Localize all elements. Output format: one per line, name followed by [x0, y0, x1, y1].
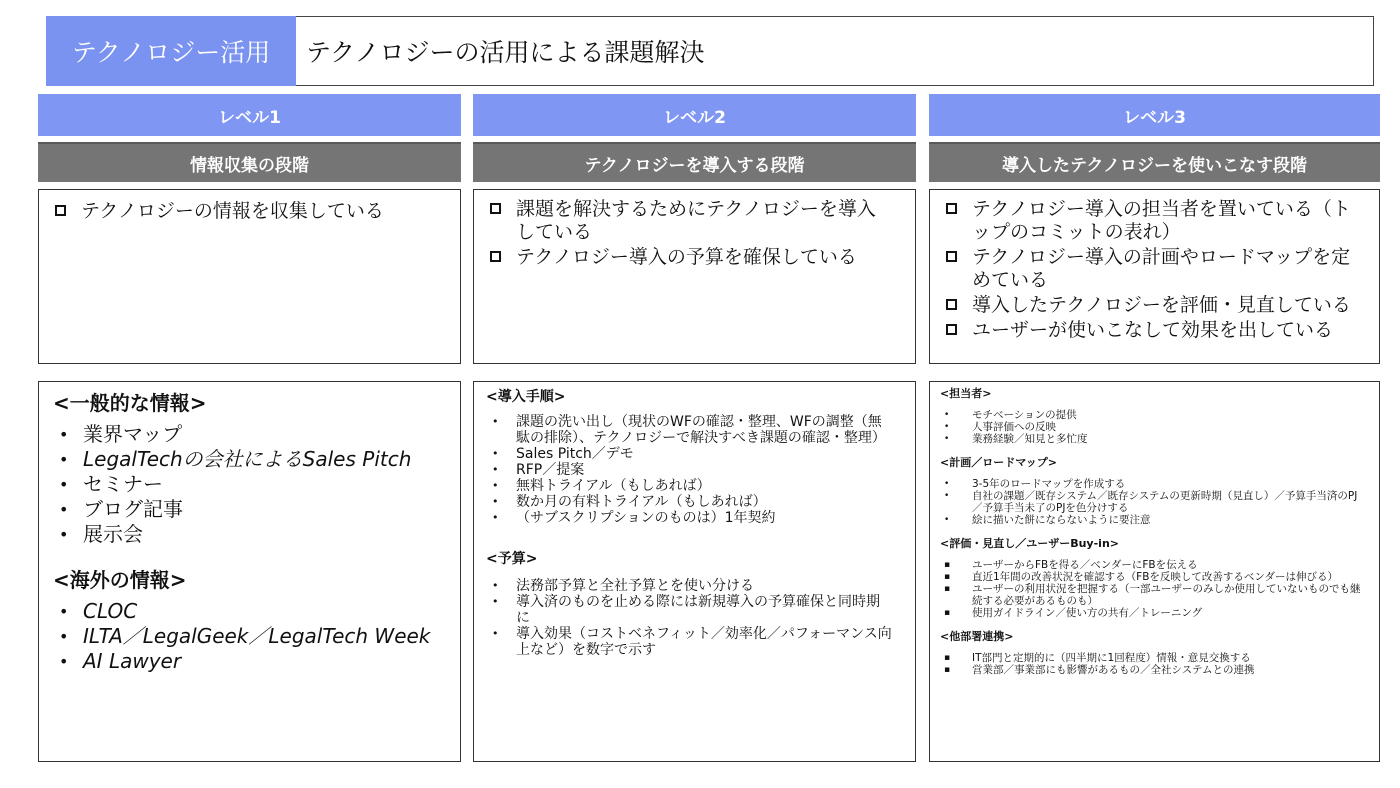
checkbox-icon [946, 299, 957, 310]
owner-list [940, 409, 1363, 445]
list-item: ▪ 営業部／事業部にも影響があるもの／全社システムとの連携 [940, 664, 1363, 676]
checkbox-icon [55, 205, 66, 216]
list-item: ▪ ユーザーからFBを得る／ベンダーにFBを伝える [940, 559, 1363, 571]
section-heading-coop: <他部署連携> [940, 630, 1014, 643]
general-info-list [53, 422, 446, 547]
list-item: • 絵に描いた餅にならないように要注意 [940, 514, 1363, 526]
list-item: • 業界マップ [53, 422, 446, 447]
level-1-criteria [38, 189, 461, 364]
criteria-item: ユーザーが使いこなして効果を出している [940, 319, 1355, 342]
review-list [940, 559, 1363, 619]
section-heading-procedure: <導入手順> [486, 389, 566, 405]
section-heading-owner: <担当者> [940, 387, 992, 400]
page-title: テクノロジーの活用による課題解決 [306, 38, 705, 67]
criteria-list [484, 198, 891, 269]
list-item: • （サブスクリプションのものは）1年契約 [486, 510, 893, 526]
list-item: • 無料トライアル（もしあれば） [486, 478, 893, 494]
list-item: ▪ ユーザーの利用状況を把握する（一部ユーザーのみしか使用していないものでも継続する必要があるものも） [940, 583, 1363, 607]
budget-list [486, 578, 893, 658]
plan-list [940, 478, 1363, 526]
criteria-item: テクノロジー導入の予算を確保している [484, 246, 891, 269]
list-item: • 法務部予算と全社予算とを使い分ける [486, 578, 893, 594]
criteria-list [940, 198, 1355, 342]
criteria-item: 課題を解決するためにテクノロジーを導入している [484, 198, 891, 244]
criteria-item: 導入したテクノロジーを評価・見直している [940, 294, 1355, 317]
level-2-criteria [473, 189, 916, 364]
checkbox-icon [946, 251, 957, 262]
section-heading-plan: <計画／ロードマップ> [940, 456, 1057, 469]
list-item: ▪ IT部門と定期的に（四半期に1回程度）情報・意見交換する [940, 652, 1363, 664]
level-2-header: レベル2 [473, 94, 916, 136]
level-3-stage: 導入したテクノロジーを使いこなす段階 [929, 142, 1380, 182]
title-tag: テクノロジー活用 [46, 16, 296, 86]
list-item: • 人事評価への反映 [940, 421, 1363, 433]
list-item: • モチベーションの提供 [940, 409, 1363, 421]
list-item: • Sales Pitch／デモ [486, 446, 893, 462]
list-item: • 数か月の有料トライアル（もしあれば） [486, 494, 893, 510]
list-item: • RFP／提案 [486, 462, 893, 478]
level-3-detail [929, 381, 1380, 762]
list-item: • ブログ記事 [53, 497, 446, 522]
level-1-stage: 情報収集の段階 [38, 142, 461, 182]
checkbox-icon [490, 203, 501, 214]
coop-list [940, 652, 1363, 676]
list-item: • AI Lawyer [53, 649, 446, 674]
list-item: • 展示会 [53, 522, 446, 547]
list-item: ▪ 使用ガイドライン／使い方の共有／トレーニング [940, 607, 1363, 619]
criteria-list [49, 200, 450, 223]
level-3-criteria [929, 189, 1380, 364]
criteria-item: テクノロジー導入の担当者を置いている（トップのコミットの表れ） [940, 198, 1355, 244]
list-item: • セミナー [53, 472, 446, 497]
checkbox-icon [946, 203, 957, 214]
section-heading-review: <評価・見直し／ユーザーBuy-in> [940, 537, 1119, 550]
list-item: • 業務経験／知見と多忙度 [940, 433, 1363, 445]
level-1-header: レベル1 [38, 94, 461, 136]
section-heading-general: <一般的な情報> [53, 391, 207, 415]
overseas-info-list [53, 599, 446, 674]
list-item: • 課題の洗い出し（現状のWFの確認・整理、WFの調整（無駄の排除）、テクノロジーで解決すべき課題の確認・整理） [486, 414, 893, 446]
list-item: • LegalTechの会社によるSales Pitch [53, 447, 446, 472]
level-3-header: レベル3 [929, 94, 1380, 136]
list-item: • ILTA／LegalGeek／LegalTech Week [53, 624, 446, 649]
list-item: • 3-5年のロードマップを作成する [940, 478, 1363, 490]
section-heading-overseas: <海外の情報> [53, 568, 187, 592]
list-item: ▪ 直近1年間の改善状況を確認する（FBを反映して改善するベンダーは伸びる） [940, 571, 1363, 583]
list-item: • CLOC [53, 599, 446, 624]
criteria-item: テクノロジーの情報を収集している [49, 200, 450, 223]
level-2-detail [473, 381, 916, 762]
checkbox-icon [946, 324, 957, 335]
level-1-detail [38, 381, 461, 762]
procedure-list [486, 414, 893, 526]
level-2-stage: テクノロジーを導入する段階 [473, 142, 916, 182]
list-item: • 導入済のものを止める際には新規導入の予算確保と同時期に [486, 594, 893, 626]
list-item: • 自社の課題／既存システム／既存システムの更新時期（見直し）／予算手当済のPJ／予算手当未了のPJを色分けする [940, 490, 1363, 514]
criteria-item: テクノロジー導入の計画やロードマップを定めている [940, 246, 1355, 292]
section-heading-budget: <予算> [486, 551, 538, 567]
checkbox-icon [490, 251, 501, 262]
list-item: • 導入効果（コストベネフィット／効率化／パフォーマンス向上など）を数字で示す [486, 626, 893, 658]
